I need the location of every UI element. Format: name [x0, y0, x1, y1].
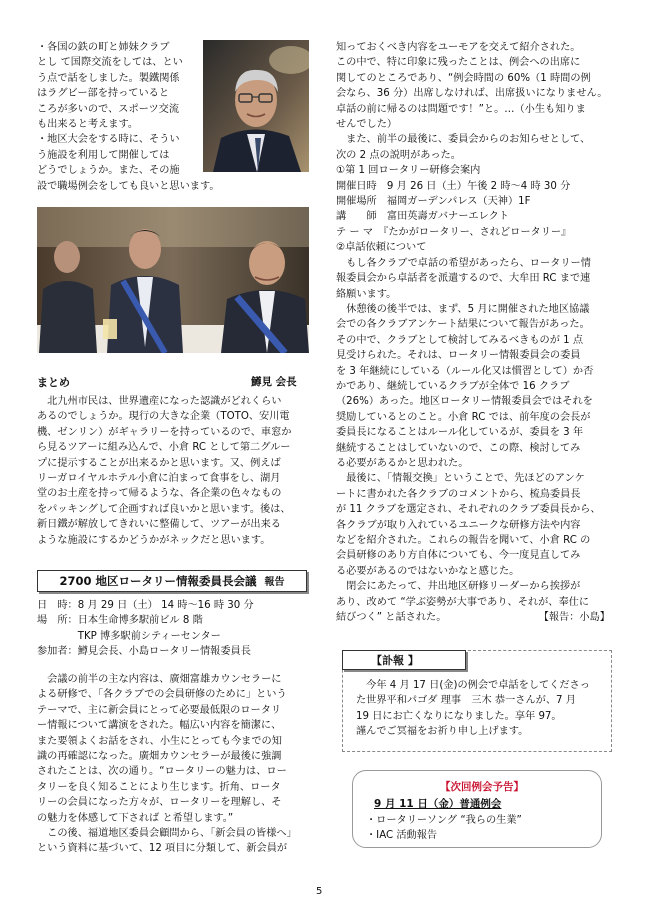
- intro-line: ・各国の鉄の町と姉妹クラブ: [37, 42, 170, 53]
- portrait-photo: [203, 40, 309, 172]
- right-line: などを紹介された。これらの報告を聞いて、小倉 RC の: [336, 535, 591, 546]
- right-line: 各クラブが取り入れているユニークな研修方法や内容: [336, 519, 581, 531]
- meeting-body-line: の魅力を体感して下されば と希望します。”: [37, 812, 234, 824]
- intro-line: う点で話をしました。製鐵関係: [37, 72, 180, 84]
- right-line: 絡願います。: [336, 288, 397, 300]
- right-line: 関してのところであり、“例会時間の 60%（1 時間の例: [336, 72, 591, 84]
- right-line-last: 結びつく” と話された。: [336, 612, 447, 624]
- next-item: ・ロータリーソング “我らの生業”: [366, 815, 522, 826]
- meeting-body-line: 識の再確認になった。廣畑カウンセラーが最後に強調: [37, 751, 282, 763]
- right-line: [336, 610, 616, 625]
- right-line: 委員長になることはルール化しているが、委員を 3 年: [336, 427, 584, 439]
- meeting-title: 2700 地区ロータリー情報委員長会議: [59, 574, 257, 588]
- right-line: る必要があるかと思われた。: [336, 457, 469, 469]
- intro-line: とし て国際交流をしては、とい: [37, 57, 183, 69]
- right-line: ②卓話依頼について: [336, 242, 427, 254]
- intro-line: も出来ると考えます。: [37, 118, 139, 130]
- right-line: 会での各クラブアンケート結果について報告があった。: [336, 319, 590, 331]
- right-line: 会員研修のあり方自体についても、今一度見直してみ: [336, 550, 581, 562]
- matome-line: ら見るツアーに組み込んで、小倉 RC として第二グルー: [37, 442, 291, 454]
- right-line: ートに書かれた各クラブのコメントから、梳鳥委員長: [336, 488, 581, 500]
- right-line: 開催場所 福岡ガーデンパレス（天神）1F: [336, 196, 531, 208]
- obituary-line: た世界平和パゴダ 理事 三木 恭一さんが、7 月: [356, 695, 576, 707]
- obituary-text: [356, 678, 612, 740]
- right-line: （26%）あった。地区ロータリー情報委員会ではそれを: [336, 396, 593, 408]
- matome-heading: まとめ: [37, 376, 70, 389]
- matome-line: 堂のお土産を持って帰るような、各企業の色々なもの: [37, 488, 282, 500]
- right-line: 奨励しているとのこと。小倉 RC では、前年度の会長が: [336, 411, 591, 423]
- right-line: る必要があるのではないかなと感じた。: [336, 565, 520, 577]
- meeting-body-line: リーの会員になった方々が、ロータリーを理解し、そ: [37, 797, 282, 809]
- right-line: を 3 年継続にしている（ルール化又は慣習として）か否: [336, 365, 594, 377]
- meeting-info-line: 場 所：日本生命博多駅前ビル 8 階: [37, 615, 203, 627]
- right-line: この中で、特に印象に残ったことは、例会への出席に: [336, 57, 581, 69]
- intro-line: う施設を利用して開催しては: [37, 149, 170, 161]
- obituary-line: 19 日にお亡くなりになりました。享年 97。: [356, 710, 562, 722]
- right-line: せんでした）: [336, 119, 398, 131]
- meeting-info-line: TKP 博多駅前シティーセンター: [37, 630, 221, 642]
- obituary-label: 【訃報 】: [342, 650, 466, 670]
- meeting-info-line: 参加者：鱒見会長、小島ロータリー情報委員長: [37, 646, 251, 658]
- meeting-info: [37, 598, 309, 660]
- intro-line: 設で職場例会をしても良いと思います。: [37, 180, 220, 192]
- right-line: 講 師 富田英壽ガバナーエレクト: [336, 211, 509, 223]
- page-number: 5: [316, 886, 323, 897]
- matome-line: リーガロイヤルホテル小倉に泊まって食事をし、湖月: [37, 473, 281, 485]
- matome-line: あるのでしょうか。現行の大きな企業（TOTO、安川電: [37, 411, 290, 423]
- matome-line: 北九州市民は、世界遺産になった認識がどれくらい: [37, 396, 282, 407]
- report-credit: 【報告：小島】: [538, 612, 610, 624]
- meeting-body-line: この後、福道地区委員会顧問から、「新会員の皆様へ」: [37, 828, 297, 840]
- meeting-body-line: タリーを良く知ることにより生じます。折角、ロータ: [37, 781, 281, 793]
- meeting-body-line: ー情報について講演をされた。幅広い内容を簡潔に、: [37, 720, 282, 732]
- obituary-line: 今年 4 月 17 日(金)の例会で卓話をしてくださっ: [356, 680, 590, 691]
- matome-line: プに提示することが出来るかと思います。又、例えば: [37, 457, 281, 469]
- group-photo: [37, 207, 309, 353]
- next-meeting-items: [366, 813, 522, 844]
- right-line: が 11 クラブを選定され、それぞれのクラブ委員長から、: [336, 504, 601, 516]
- next-item: ・IAC 活動報告: [366, 830, 438, 842]
- meeting-body-line: 会議の前半の主な内容は、廣畑富雄カウンセラーに: [37, 674, 282, 685]
- right-line: かであり、継続しているクラブが全体で 16 クラブ: [336, 380, 570, 392]
- meeting-body-line: されたことは、次の通り。“ロータリーの魅力は、ロー: [37, 766, 287, 778]
- meeting-title-suffix: 報告: [264, 577, 285, 588]
- matome-author: 鱒見 会長: [251, 376, 297, 388]
- matome-text: [37, 394, 309, 548]
- right-line: 最後に、「情報交換」ということで、先ほどのアンケ: [336, 473, 585, 485]
- right-line: テ ー マ 『たかがロータリー、されどロータリー』: [336, 226, 572, 238]
- right-line: あり、改めて “学ぶ姿勢が大事であり、それが、奉仕に: [336, 596, 590, 608]
- matome-line: をパッキングして企画すれば良いかと思います。後は、: [37, 503, 291, 515]
- right-line: 次の 2 点の説明があった。: [336, 149, 461, 161]
- meeting-title-box: [37, 570, 307, 592]
- obituary-line: 謹んでご冥福をお祈り申し上げます。: [356, 726, 529, 738]
- matome-line: 新日鐵が解放してきれいに整備して、ツアーが出来る: [37, 519, 281, 531]
- next-meeting-title: 【次回例会予告】: [440, 781, 524, 793]
- right-line: 知っておくべき内容をユーモアを交えて紹介された。: [336, 42, 581, 53]
- right-line: 見受けられた。それは、ロータリー情報委員会の委員: [336, 350, 581, 362]
- intro-line: ころが多いので、スポーツ交流: [37, 103, 180, 115]
- intro-line: ・地区大会をする時に、そうい: [37, 134, 180, 146]
- right-line: 会なら、36 分）出席しなければ、出席扱いになりません。: [336, 88, 608, 100]
- intro-line: どうでしょうか。また、その施: [37, 165, 180, 177]
- right-line: 閉会にあたって、井出地区研修リーダーから挨拶が: [336, 581, 581, 593]
- meeting-body-line: という資料に基づいて、12 項目に分類して、新会員が: [37, 843, 288, 855]
- meeting-body: [37, 672, 309, 857]
- right-column-text: [336, 40, 616, 625]
- meeting-body-line: よる研修で、「各クラブでの会員研修のために」という: [37, 689, 287, 701]
- right-line: 開催日時 9 月 26 日（土）午後 2 時〜4 時 30 分: [336, 180, 571, 192]
- right-line: 卓話の前に帰るのは問題です！”と。…（小生も知りま: [336, 103, 586, 115]
- meeting-info-line: 日 時：8 月 29 日（土） 14 時〜16 時 30 分: [37, 600, 254, 611]
- right-line: また、前半の最後に、委員会からのお知らせとして、: [336, 134, 591, 146]
- meeting-body-line: また要領よくお話をされ、小生にとっても今までの知: [37, 735, 282, 747]
- intro-line: はラグビー部を持っていると: [37, 88, 170, 100]
- meeting-body-line: テーマで、主に新会員にとって必要最低限のロータリ: [37, 704, 282, 716]
- matome-line: ような施設にするかどうかがネックだと思います。: [37, 534, 271, 546]
- right-line: ①第 1 回ロータリー研修会案内: [336, 165, 481, 177]
- next-meeting-date: 9 月 11 日（金）普通例会: [374, 798, 502, 810]
- right-line: 休憩後の後半では、まず、5 月に開催された地区協議: [336, 303, 590, 315]
- right-line: その中で、クラブとして検討してみるべきものが 1 点: [336, 334, 584, 346]
- right-line: 継続することはしていないので、この際、検討してみ: [336, 442, 581, 454]
- matome-line: 機、ゼンリン）がギャラリーを持っているので、車窓か: [37, 426, 292, 438]
- right-line: 報委員会から卓話者を派遣するので、大牟田 RC まで連: [336, 273, 591, 285]
- right-line: もし各クラブで卓話の希望があったら、ロータリー情: [336, 257, 591, 269]
